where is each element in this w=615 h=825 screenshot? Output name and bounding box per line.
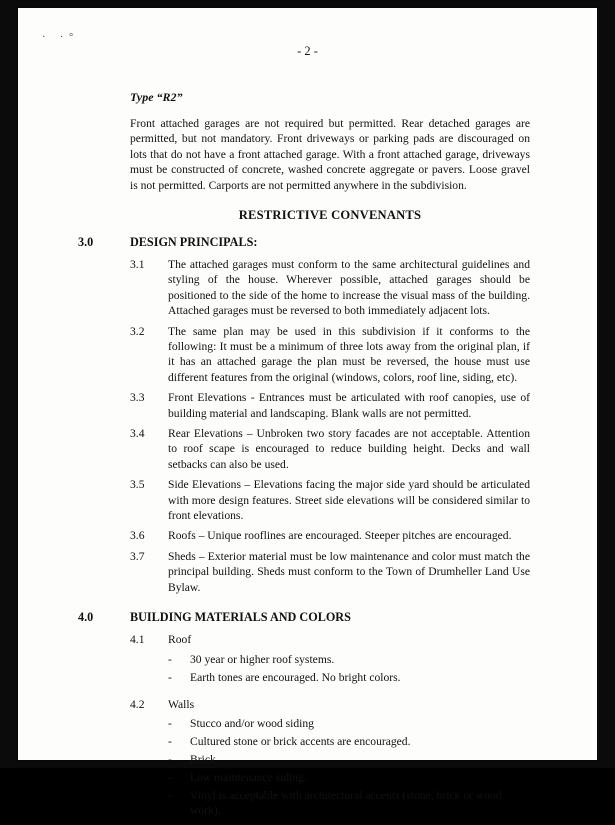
clause-text: The same plan may be used in this subdivision if it conforms to the following: It must be a minimum of three lots away from the original plan, if it has an attached garage the plan must be reversed, the house must use different features from the original (windows, colors, roof line, siding, etc). <box>168 324 530 384</box>
clause-number: 3.4 <box>130 427 145 440</box>
section-design-principals <box>78 234 530 595</box>
clause-number: 3.1 <box>130 257 145 271</box>
section-heading <box>78 234 530 250</box>
bullet-dash: - <box>168 771 172 785</box>
section-title: BUILDING MATERIALS AND COLORS <box>130 610 351 625</box>
list-item <box>168 770 530 785</box>
restrictive-covenants-heading: RESTRICTIVE CONVENANTS <box>238 207 422 222</box>
clause-3-5 <box>130 477 530 523</box>
clause-text: Side Elevations – Elevations facing the major side yard should be articulated with more design features. Street side elevations will be considered similar to front elevations. <box>168 478 530 523</box>
subsection-heading <box>130 632 530 647</box>
clause-text: Rear Elevations – Unbroken two story facades are not acceptable. Attention to roof scape is encouraged to reduce building height. Decks and wall setbacks can also be used. <box>168 427 530 471</box>
list-item <box>168 788 530 819</box>
bullet-text: Brick <box>190 753 216 767</box>
subsection-title: Walls <box>168 698 195 711</box>
subsection-heading <box>130 697 530 712</box>
document-body <box>78 90 530 825</box>
list-item <box>168 716 530 731</box>
bullet-dash: - <box>168 670 172 684</box>
clause-3-2 <box>130 324 530 386</box>
clause-text: Roofs – Unique rooflines are encouraged. Steeper pitches are encouraged. <box>168 529 512 543</box>
intro-paragraph: Front attached garages are not required but permitted. Rear detached garages are permitted, but not mandatory. Front driveways or parking pads are discouraged on lots that do not have a front attached garage. With a front attached garage, driveways must be constructed of concrete, washed concrete aggregate or pavers. Loose gravel is not permitted. Carports are not permitted anywhere in the subdivision. <box>130 116 530 192</box>
document-page <box>18 8 597 818</box>
bullet-dash: - <box>168 753 172 767</box>
bullet-text: Earth tones are encouraged. No bright colors. <box>190 670 401 684</box>
clause-text: Sheds – Exterior material must be low maintenance and color must match the principal building. Sheds must conform to the Town of Drumheller Land Use Bylaw. <box>168 549 530 594</box>
subsection-title: Roof <box>168 633 192 647</box>
roof-bullet-list <box>168 652 530 685</box>
clause-3-3 <box>130 390 530 421</box>
clause-3-6 <box>130 528 530 543</box>
clause-number: 3.2 <box>130 324 145 338</box>
list-item <box>168 670 530 685</box>
page-edge-marks: · ·° <box>42 32 80 43</box>
subsection-walls <box>130 697 530 819</box>
subsection-number: 4.2 <box>130 698 145 711</box>
type-heading: Type “R2” <box>130 90 183 104</box>
clause-3-7 <box>130 549 530 595</box>
clause-3-4 <box>130 426 530 472</box>
list-item <box>168 652 530 667</box>
subsection-number: 4.1 <box>130 633 145 647</box>
section-number: 4.0 <box>78 610 94 625</box>
clause-number: 3.3 <box>130 391 145 405</box>
page-number: - 2 - <box>297 44 318 58</box>
bullet-text: Vinyl is acceptable with architectural accents (stone, brick or wood work). <box>190 789 502 818</box>
subsection-roof <box>130 632 530 685</box>
section-title: DESIGN PRINCIPALS: <box>130 234 258 249</box>
bullet-text: 30 year or higher roof systems. <box>190 652 335 666</box>
section-number: 3.0 <box>78 234 94 249</box>
list-item <box>168 752 530 767</box>
section-building-materials <box>78 609 530 819</box>
page-content-area <box>18 8 597 818</box>
bullet-dash: - <box>168 789 172 803</box>
bullet-dash: - <box>168 735 172 749</box>
bullet-dash: - <box>168 717 172 731</box>
bullet-text: Stucco and/or wood siding <box>190 717 314 731</box>
clause-number: 3.5 <box>130 478 145 492</box>
section-heading <box>78 609 530 625</box>
clause-text: Front Elevations - Entrances must be articulated with roof canopies, use of building material and landscaping. Blank walls are not permitted. <box>168 391 530 420</box>
bullet-dash: - <box>168 652 172 666</box>
clause-3-1 <box>130 257 530 319</box>
bullet-text: Cultured stone or brick accents are encouraged. <box>190 735 411 749</box>
list-item <box>168 734 530 749</box>
bullet-text: Low maintenance siding. <box>190 771 307 785</box>
clause-number: 3.6 <box>130 529 145 543</box>
clause-text: The attached garages must conform to the same architectural guidelines and styling of the house. Wherever possible, attached garages should be positioned to the side of the home to increase the visual mass of the building. Attached garages must be reversed to both immediately adjacent lots. <box>168 257 530 318</box>
clause-number: 3.7 <box>130 549 145 563</box>
